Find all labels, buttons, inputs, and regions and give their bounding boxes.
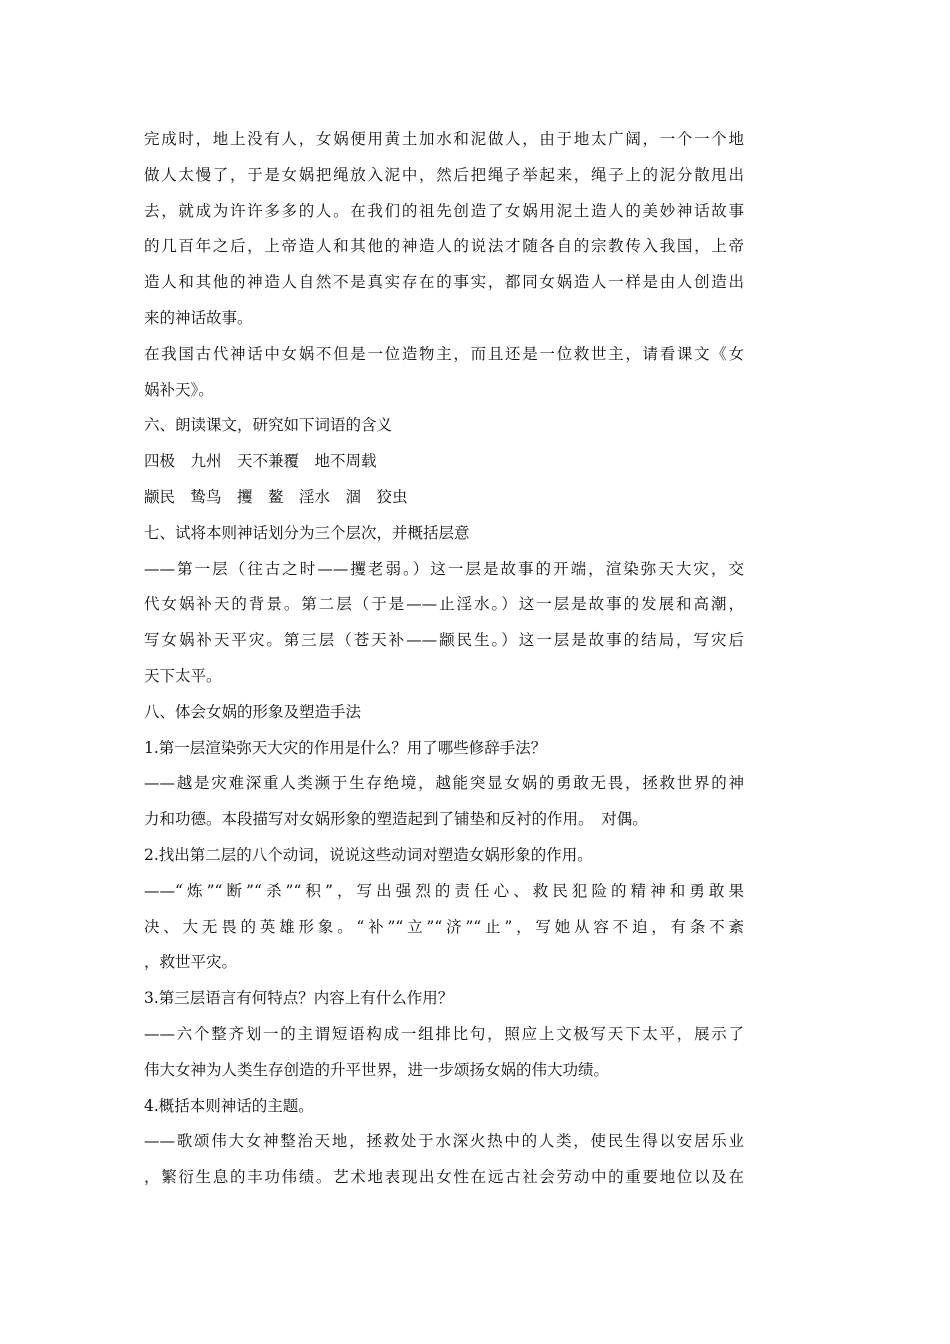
text-line: ——越是灾难深重人类濒于生存绝境，越能突显女娲的勇敢无畏，拯救世界的神 bbox=[144, 774, 744, 793]
text-line: ——“炼”“断”“杀”“积”，写出强烈的责任心、救民犯险的精神和勇敢果 bbox=[144, 881, 744, 900]
section-heading: 八、体会女娲的形象及塑造手法 bbox=[144, 702, 362, 721]
question-line: 1.第一层渲染弥天大灾的作用是什么？用了哪些修辞手法？ bbox=[144, 738, 547, 757]
text-line: 造人和其他的神造人自然不是真实存在的事实，都同女娲造人一样是由人创造出 bbox=[144, 273, 744, 292]
word-list: 四极 九州 天不兼覆 地不周载 bbox=[144, 452, 377, 471]
document-body bbox=[144, 122, 744, 1196]
text-line: ，救世平灾。 bbox=[144, 953, 238, 972]
text-line: ——六个整齐划一的主谓短语构成一组排比句，照应上文极写天下太平，展示了 bbox=[144, 1024, 744, 1043]
text-line: 做人太慢了，于是女娲把绳放入泥中，然后把绳子举起来，绳子上的泥分散甩出 bbox=[144, 165, 744, 184]
text-line: 决、大无畏的英雄形象。“补”“立”“济”“止”，写她从容不迫，有条不紊 bbox=[144, 917, 744, 936]
text-line: 在我国古代神话中女娲不但是一位造物主，而且还是一位救世主，请看课文《女 bbox=[144, 344, 744, 363]
word-list: 颛民 鸷鸟 攫 鳌 淫水 涸 狡虫 bbox=[144, 487, 408, 506]
text-line: ——歌颂伟大女神整治天地，拯救处于水深火热中的人类，使民生得以安居乐业 bbox=[144, 1132, 744, 1151]
text-line: 去，就成为许许多多的人。在我们的祖先创造了女娲用泥土造人的美妙神话故事 bbox=[144, 201, 744, 220]
section-heading: 六、朗读课文，研究如下词语的含义 bbox=[144, 416, 393, 435]
section-heading: 七、试将本则神话划分为三个层次，并概括层意 bbox=[144, 523, 470, 542]
text-line: 力和功德。本段描写对女娲形象的塑造起到了铺垫和反衬的作用。 对偶。 bbox=[144, 810, 648, 829]
text-line: 伟大女神为人类生存创造的升平世界，进一步颂扬女娲的伟大功绩。 bbox=[144, 1060, 610, 1079]
text-line: 写女娲补天平灾。第三层（苍天补——颛民生。）这一层是故事的结局，写灾后 bbox=[144, 631, 744, 650]
text-line: 娲补天》。 bbox=[144, 380, 214, 399]
text-line: 代女娲补天的背景。第二层（于是——止淫水。）这一层是故事的发展和高潮， bbox=[144, 595, 744, 614]
text-line: 的几百年之后，上帝造人和其他的神造人的说法才随各自的宗教传入我国，上帝 bbox=[144, 237, 744, 256]
text-line: 来的神话故事。 bbox=[144, 308, 253, 327]
question-line: 2.找出第二层的八个动词，说说这些动词对塑造女娲形象的作用。 bbox=[144, 845, 593, 864]
text-line: ，繁衍生息的丰功伟绩。艺术地表现出女性在远古社会劳动中的重要地位以及在 bbox=[144, 1168, 744, 1187]
text-line: ——第一层（往古之时——攫老弱。）这一层是故事的开端，渲染弥天大灾，交 bbox=[144, 559, 744, 578]
text-line: 天下太平。 bbox=[144, 666, 222, 685]
text-line: 完成时，地上没有人，女娲便用黄土加水和泥做人，由于地太广阔，一个一个地 bbox=[144, 130, 744, 148]
question-line: 4.概括本则神话的主题。 bbox=[144, 1096, 314, 1115]
question-line: 3.第三层语言有何特点？内容上有什么作用？ bbox=[144, 989, 454, 1008]
